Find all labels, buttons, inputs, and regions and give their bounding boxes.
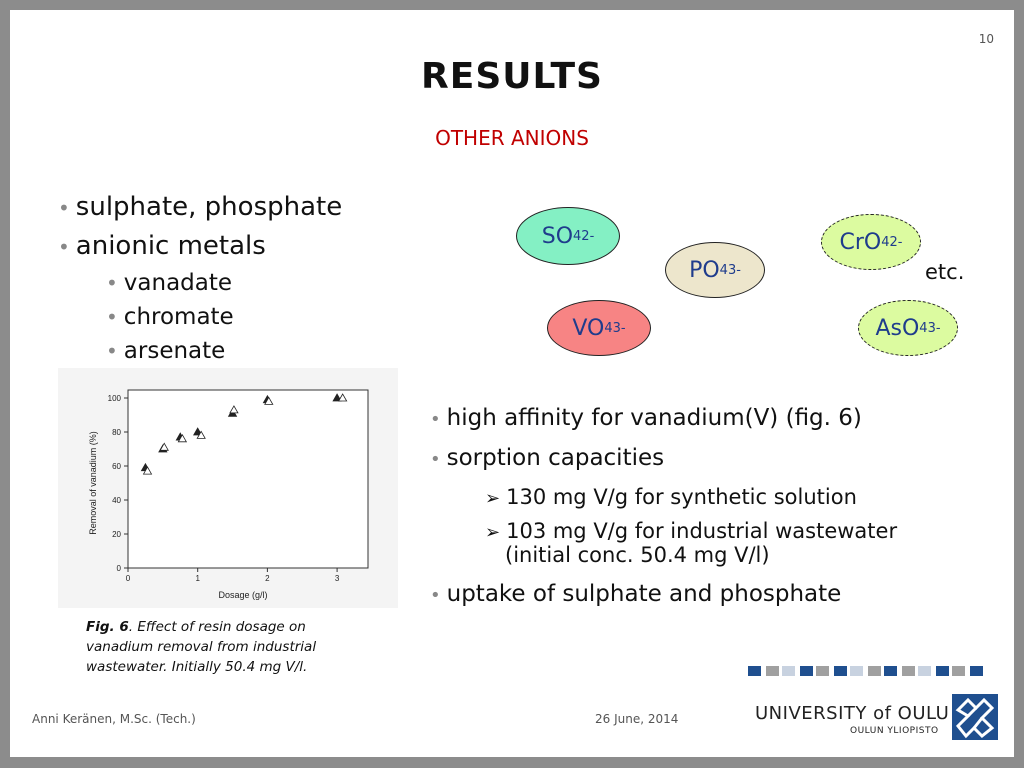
x-axis-label: Dosage (g/l) bbox=[218, 590, 268, 600]
etc-label: etc. bbox=[925, 260, 965, 284]
decor-square bbox=[766, 666, 779, 676]
decor-square bbox=[970, 666, 983, 676]
arrow-bullet-icon: ➢ bbox=[485, 488, 501, 509]
y-tick-label: 100 bbox=[107, 394, 121, 403]
sub-bullet-item: • arsenate bbox=[106, 338, 226, 364]
y-tick-label: 40 bbox=[112, 496, 121, 505]
decor-square bbox=[952, 666, 965, 676]
sub-bullet-item: ➢ 130 mg V/g for synthetic solution bbox=[485, 485, 857, 509]
bullet-icon: • bbox=[106, 271, 118, 295]
ion-cro4: CrO 4 2- bbox=[821, 214, 921, 270]
page-number: 10 bbox=[978, 32, 994, 46]
x-tick-label: 1 bbox=[195, 574, 200, 583]
university-logo-icon bbox=[952, 694, 998, 740]
y-tick-label: 80 bbox=[112, 428, 121, 437]
bullet-item: • sorption capacities bbox=[430, 445, 665, 471]
footer-date: 26 June, 2014 bbox=[595, 712, 679, 726]
decor-square bbox=[902, 666, 915, 676]
bullet-icon: • bbox=[106, 305, 118, 329]
decor-square bbox=[782, 666, 795, 676]
ion-po4: PO 4 3- bbox=[665, 242, 765, 298]
sub-bullet-item: ➢ 103 mg V/g for industrial wastewater bbox=[485, 519, 898, 543]
left-bullet-list bbox=[58, 188, 342, 368]
bullet-item: • high affinity for vanadium(V) (fig. 6) bbox=[430, 405, 862, 431]
bullet-icon: • bbox=[430, 585, 441, 606]
x-tick-label: 2 bbox=[265, 574, 270, 583]
decor-square bbox=[868, 666, 881, 676]
ion-so4: SO 4 2- bbox=[516, 207, 620, 265]
decor-square bbox=[834, 666, 847, 676]
bullet-icon: • bbox=[58, 196, 70, 220]
decor-square bbox=[850, 666, 863, 676]
slide bbox=[10, 10, 1014, 757]
decor-square bbox=[918, 666, 931, 676]
decor-square bbox=[936, 666, 949, 676]
slide-subtitle: OTHER ANIONS bbox=[435, 126, 589, 150]
arrow-bullet-icon: ➢ bbox=[485, 522, 501, 543]
right-bullet-list bbox=[430, 405, 897, 621]
figure-caption-label: Fig. 6 bbox=[86, 619, 129, 635]
bullet-icon: • bbox=[430, 409, 441, 430]
sub-bullet-item: • vanadate bbox=[106, 270, 233, 296]
y-axis-label: Removal of vanadium (%) bbox=[88, 431, 98, 535]
y-tick-label: 20 bbox=[112, 530, 121, 539]
sub-bullet-continuation: (initial conc. 50.4 mg V/l) bbox=[505, 543, 770, 567]
figure-caption-text: . Effect of resin dosage on vanadium removal from industrial wastewater. Initially 50.4 mg V/l. bbox=[86, 619, 317, 675]
x-tick-label: 3 bbox=[334, 574, 340, 583]
footer-author: Anni Keränen, M.Sc. (Tech.) bbox=[32, 712, 196, 726]
decor-square bbox=[748, 666, 761, 676]
slide-title: RESULTS bbox=[421, 56, 603, 97]
university-subname: OULUN YLIOPISTO bbox=[850, 726, 939, 736]
ion-vo4: VO 4 3- bbox=[547, 300, 651, 356]
bullet-item: • sulphate, phosphate bbox=[58, 192, 343, 222]
chart-svg bbox=[58, 368, 398, 608]
ion-aso4: AsO 4 3- bbox=[858, 300, 958, 356]
bullet-item: • uptake of sulphate and phosphate bbox=[430, 581, 842, 607]
y-tick-label: 0 bbox=[116, 564, 121, 573]
plot-area bbox=[128, 390, 368, 568]
decor-square bbox=[800, 666, 813, 676]
x-tick-label: 0 bbox=[125, 574, 131, 583]
bullet-icon: • bbox=[106, 339, 118, 363]
sub-bullet-item: • chromate bbox=[106, 304, 234, 330]
bullet-icon: • bbox=[430, 449, 441, 470]
y-tick-label: 60 bbox=[112, 462, 121, 471]
bullet-item: • anionic metals bbox=[58, 231, 266, 261]
decor-square bbox=[816, 666, 829, 676]
figure-caption bbox=[86, 617, 376, 677]
bullet-icon: • bbox=[58, 235, 70, 259]
university-name: UNIVERSITY of OULU bbox=[755, 703, 950, 724]
decor-square bbox=[884, 666, 897, 676]
figure-6-chart bbox=[58, 368, 398, 608]
